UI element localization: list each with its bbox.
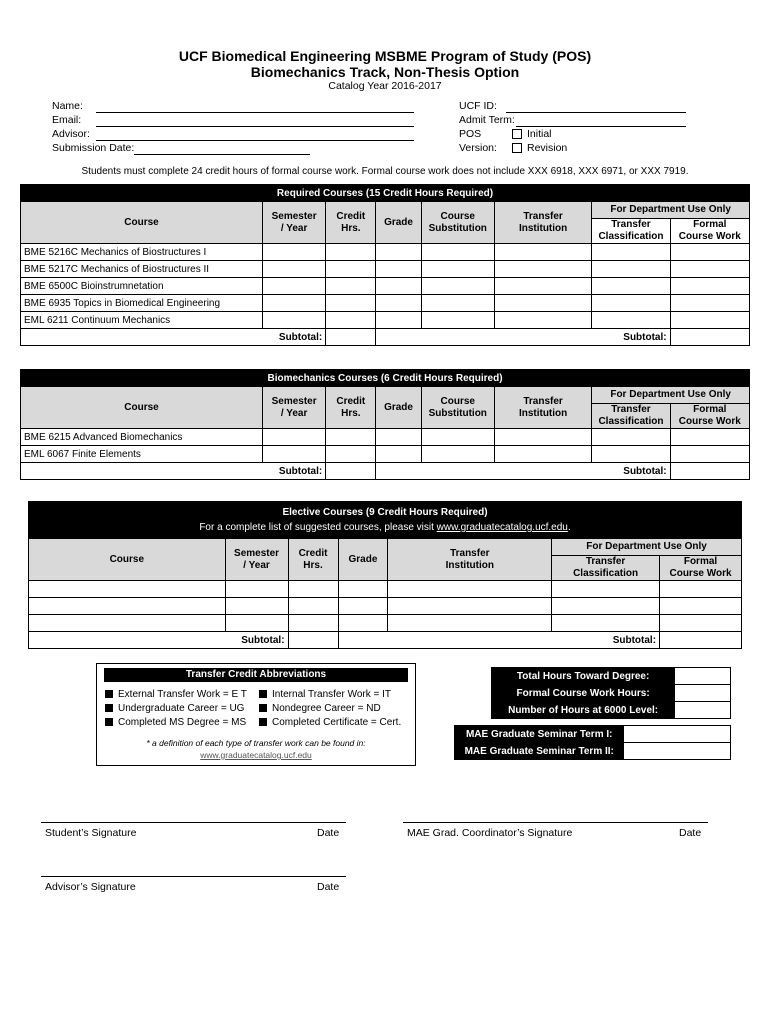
advisor-signature-label: Advisor’s Signature	[45, 881, 136, 893]
col-dept-use: For Department Use Only	[592, 202, 750, 219]
col-transfer-class: Transfer Classification	[592, 404, 670, 429]
abbrev-footnote: * a definition of each type of transfer work can be found in:	[146, 738, 366, 748]
subtotal-label: Subtotal:	[29, 632, 289, 649]
section-heading: Biomechanics Courses (6 Credit Hours Required)	[21, 370, 750, 387]
col-semester: Semester / Year	[262, 202, 325, 244]
subtotal-credit[interactable]	[288, 632, 338, 649]
submission-date-label: Submission Date:	[52, 142, 135, 154]
subtotal-label: Subtotal:	[376, 329, 670, 346]
abbrev-item: Undergraduate Career = UG	[105, 702, 247, 716]
table-row	[21, 244, 750, 261]
table-row	[21, 429, 750, 446]
totals-table	[491, 667, 731, 719]
subtotal-label: Subtotal:	[21, 329, 326, 346]
abbreviations-heading: Transfer Credit Abbreviations	[104, 668, 408, 682]
student-signature-line[interactable]	[41, 822, 346, 823]
course-name: BME 5216C Mechanics of Biostructures I	[21, 244, 263, 261]
col-transfer-class: Transfer Classification	[592, 219, 670, 244]
admit-term-label: Admit Term:	[459, 114, 515, 126]
elective-courses-table	[28, 501, 742, 649]
name-field[interactable]	[96, 112, 414, 113]
advisor-label: Advisor:	[52, 128, 90, 140]
seminar-term2-label: MAE Graduate Seminar Term II:	[455, 743, 624, 760]
subtotal-formal[interactable]	[670, 329, 749, 346]
table-row	[21, 278, 750, 295]
abbrev-link[interactable]: www.graduatecatalog.ucf.edu	[200, 750, 312, 760]
col-transfer: Transfer Institution	[494, 202, 591, 244]
col-grade: Grade	[376, 202, 421, 244]
section-heading: Elective Courses (9 Credit Hours Required) For a complete list of suggested courses, please visit www.graduatecatalog.ucf.edu.	[29, 502, 742, 539]
seminar-term1-field[interactable]	[624, 726, 731, 743]
revision-option[interactable]: Revision	[512, 142, 567, 154]
subtotal-label: Subtotal:	[338, 632, 660, 649]
required-courses-table	[20, 184, 750, 346]
email-label: Email:	[52, 114, 82, 126]
subtotal-credit[interactable]	[326, 329, 376, 346]
seminar-term2-field[interactable]	[624, 743, 731, 760]
subtotal-label: Subtotal:	[376, 463, 670, 480]
ucf-id-label: UCF ID:	[459, 100, 497, 112]
col-semester: Semester / Year	[262, 387, 325, 429]
course-name: BME 6215 Advanced Biomechanics	[21, 429, 263, 446]
pos-label: POS	[459, 128, 482, 140]
subtotal-label: Subtotal:	[21, 463, 326, 480]
col-credit: Credit Hrs.	[326, 387, 376, 429]
col-dept-use: For Department Use Only	[552, 539, 742, 556]
name-label: Name:	[52, 100, 83, 112]
coordinator-signature-label: MAE Grad. Coordinator’s Signature	[407, 827, 573, 839]
version-label: Version:	[459, 142, 497, 154]
col-formal: Formal Course Work	[670, 219, 749, 244]
checkbox-icon	[512, 143, 522, 153]
course-name: BME 5217C Mechanics of Biostructures II	[21, 261, 263, 278]
col-substitution: Course Substitution	[421, 387, 494, 429]
coordinator-signature-line[interactable]	[403, 822, 708, 823]
subtotal-formal[interactable]	[660, 632, 742, 649]
advisor-field[interactable]	[96, 140, 414, 141]
table-row	[29, 598, 742, 615]
catalog-year: Catalog Year 2016-2017	[328, 80, 442, 92]
seminar-table	[454, 725, 731, 760]
abbrev-item: Completed Certificate = Cert.	[259, 716, 401, 730]
biomechanics-courses-table	[20, 369, 750, 480]
subtotal-row	[21, 463, 750, 480]
level-6000-field[interactable]	[675, 702, 731, 719]
formal-hours-field[interactable]	[675, 685, 731, 702]
formal-hours-label: Formal Course Work Hours:	[492, 685, 675, 702]
col-course: Course	[29, 539, 226, 581]
col-transfer: Transfer Institution	[494, 387, 591, 429]
subtotal-row	[21, 329, 750, 346]
admit-term-field[interactable]	[516, 126, 686, 127]
course-name: EML 6067 Finite Elements	[21, 446, 263, 463]
abbrev-item: External Transfer Work = E T	[105, 688, 247, 702]
catalog-link[interactable]: www.graduatecatalog.ucf.edu	[436, 522, 568, 533]
col-dept-use: For Department Use Only	[592, 387, 750, 404]
course-name: BME 6500C Bioinstrumnetation	[21, 278, 263, 295]
advisor-date-label: Date	[317, 881, 340, 893]
subtotal-formal[interactable]	[670, 463, 749, 480]
subtotal-row	[29, 632, 742, 649]
col-course: Course	[21, 202, 263, 244]
checkbox-icon	[512, 129, 522, 139]
level-6000-label: Number of Hours at 6000 Level:	[492, 702, 675, 719]
table-row	[29, 615, 742, 632]
course-name: BME 6935 Topics in Biomedical Engineering	[21, 295, 263, 312]
coordinator-date-label: Date	[679, 827, 702, 839]
total-hours-label: Total Hours Toward Degree:	[492, 668, 675, 685]
abbrev-item: Internal Transfer Work = IT	[259, 688, 401, 702]
abbrev-item: Nondegree Career = ND	[259, 702, 401, 716]
table-row	[21, 295, 750, 312]
seminar-term1-label: MAE Graduate Seminar Term I:	[455, 726, 624, 743]
col-grade: Grade	[338, 539, 388, 581]
table-row	[29, 581, 742, 598]
ucf-id-field[interactable]	[506, 112, 686, 113]
advisor-signature-line[interactable]	[41, 876, 346, 877]
col-formal: Formal Course Work	[670, 404, 749, 429]
student-signature-label: Student’s Signature	[45, 827, 137, 839]
table-row	[21, 446, 750, 463]
student-date-label: Date	[317, 827, 340, 839]
col-substitution: Course Substitution	[421, 202, 494, 244]
page-subtitle: Biomechanics Track, Non-Thesis Option	[250, 64, 520, 80]
abbrev-item: Completed MS Degree = MS	[105, 716, 247, 730]
section-heading: Required Courses (15 Credit Hours Required)	[21, 185, 750, 202]
course-name: EML 6211 Continuum Mechanics	[21, 312, 263, 329]
col-course: Course	[21, 387, 263, 429]
abbreviations-box	[96, 663, 416, 766]
subtotal-credit[interactable]	[326, 463, 376, 480]
col-credit: Credit Hrs.	[326, 202, 376, 244]
table-row	[21, 261, 750, 278]
col-formal: Formal Course Work	[660, 556, 742, 581]
email-field[interactable]	[96, 126, 414, 127]
submission-date-field[interactable]	[134, 154, 310, 155]
col-semester: Semester / Year	[225, 539, 288, 581]
initial-option[interactable]: Initial	[512, 128, 552, 140]
col-grade: Grade	[376, 387, 421, 429]
total-hours-field[interactable]	[675, 668, 731, 685]
col-transfer-class: Transfer Classification	[552, 556, 660, 581]
col-transfer: Transfer Institution	[388, 539, 552, 581]
page-title: UCF Biomedical Engineering MSBME Program of Study (POS)	[178, 48, 592, 64]
requirements-note: Students must complete 24 credit hours of formal course work. Formal course work does not include XXX 6918, XXX 6971, or XXX 7919.	[81, 166, 689, 177]
col-credit: Credit Hrs.	[288, 539, 338, 581]
table-row	[21, 312, 750, 329]
